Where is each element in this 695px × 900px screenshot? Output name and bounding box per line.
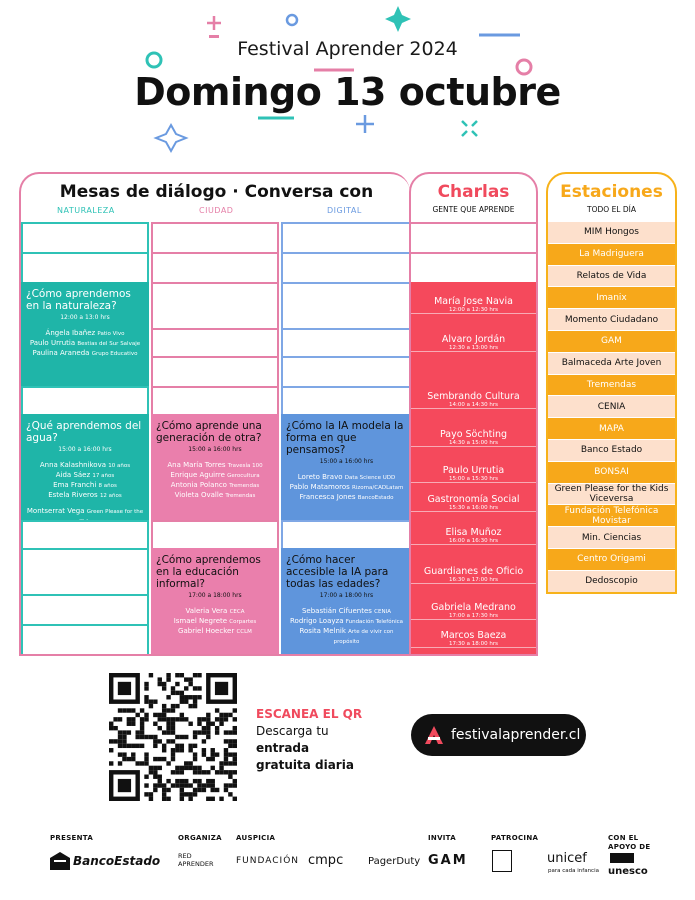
topic-person: Violeta Ovalle Tremendas — [174, 491, 256, 499]
charla-item: Gastronomía Social 15:30 a 16:00 hrs — [411, 494, 536, 512]
estacion-item: Momento Ciudadano — [548, 309, 675, 331]
unicef-tagline: para cada infancia — [548, 868, 599, 874]
charla-item: Elisa Muñoz 16:00 a 16:30 hrs — [411, 527, 536, 545]
topic-person: Paulina Araneda Grupo Educativo — [32, 349, 138, 357]
website-link[interactable] — [411, 714, 586, 756]
estaciones-title: Estaciones — [560, 182, 663, 202]
topic-time: 15:00 a 16:00 hrs — [58, 446, 112, 453]
estacion-item: Green Please for the Kids Viceversa — [548, 484, 675, 506]
topic-question: ¿Qué aprendemos del agua? — [26, 420, 142, 444]
topic-person: Montserrat Vega Green Please for the — [26, 507, 144, 515]
topic-time: 15:00 a 16:00 hrs — [188, 446, 242, 453]
red-aprender-logo: RED APRENDER — [178, 852, 214, 868]
topic-person: Antonia Polanco Tremendas — [170, 481, 260, 489]
sponsor-label: ORGANIZA — [178, 834, 222, 842]
unesco-logo: unesco — [608, 866, 648, 877]
empty-cell — [21, 222, 149, 254]
topic-person: Ana María Torres Travesía 100 — [167, 461, 263, 469]
page-title: Domingo 13 octubre — [134, 70, 561, 114]
topic-person: Valeria Vera CECA — [185, 607, 245, 615]
empty-cell — [21, 548, 149, 596]
empty-cell — [21, 594, 149, 626]
mesas-panel — [19, 172, 410, 656]
topic-naturaleza-1 — [21, 282, 149, 388]
charlas-title: Charlas — [437, 182, 510, 202]
empty-cell — [281, 252, 410, 284]
column-ciudad-cells — [151, 222, 279, 656]
estaciones-subtitle: TODO EL DÍA — [587, 205, 636, 214]
charla-item: Guardianes de Oficio 16:30 a 17:00 hrs — [411, 566, 536, 584]
pagerduty-logo: PagerDuty — [368, 856, 421, 867]
empty-cell — [151, 520, 279, 550]
empty-cell — [281, 386, 410, 416]
empty-cell — [21, 386, 149, 416]
estacion-item: Imanix — [548, 287, 675, 309]
topic-digital-1 — [281, 414, 410, 522]
charla-item: Sembrando Cultura 14:00 a 14:30 hrs — [411, 391, 536, 409]
empty-cell — [281, 222, 410, 254]
topic-question: ¿Cómo la IA modela la forma en que pensamos? — [286, 420, 404, 456]
charla-item: Paulo Urrutia 15:00 a 15:30 hrs — [411, 465, 536, 483]
bancoestado-icon — [50, 852, 70, 870]
mesas-title: Mesas de diálogo · Conversa con — [59, 182, 374, 202]
column-digital-cells — [281, 222, 410, 656]
unicef-logo: unicef — [547, 851, 587, 866]
empty-cell — [21, 252, 149, 284]
charla-item: María Jose Navia 12:00 a 12:30 hrs — [411, 296, 536, 314]
topic-person: Pablo Matamoros Rizoma/CADLatam — [289, 483, 404, 491]
topic-question: ¿Cómo aprende una generación de otra? — [156, 420, 262, 444]
topic-naturaleza-2 — [21, 414, 149, 522]
column-digital: DIGITAL — [327, 206, 362, 215]
topic-person: Ismael Negrete Corpartes — [173, 617, 257, 625]
estacion-item: GAM — [548, 331, 675, 353]
qr-code[interactable] — [109, 673, 237, 801]
topic-person: Estela Riveros 12 años — [48, 491, 122, 499]
cmpc-logo: cmpc — [308, 853, 344, 868]
estacion-item: Centro Origami — [548, 549, 675, 571]
topic-ciudad-2 — [151, 548, 279, 656]
topic-time: 12:00 a 13:0 hrs — [60, 314, 110, 321]
charla-item: Marcos Baeza 17:30 a 18:00 hrs — [411, 630, 536, 648]
topic-person: Paulo Urrutia Bestias del Sur Salvaje — [29, 339, 141, 347]
cta-line: gratuita diaria — [256, 758, 354, 772]
estacion-item: CENIA — [548, 396, 675, 418]
sponsor-label: INVITA — [428, 834, 456, 842]
festival-logo-icon — [423, 724, 445, 746]
empty-cell — [21, 520, 149, 550]
empty-cell — [151, 282, 279, 330]
topic-person: Sebastián Cifuentes CENIA — [301, 607, 391, 615]
empty-cell — [151, 386, 279, 416]
empty-cell — [281, 356, 410, 388]
estacion-item: Relatos de Vida — [548, 266, 675, 288]
topic-time: 15:00 a 16:00 hrs — [319, 458, 374, 465]
website-url: festivalaprender.cl — [451, 727, 581, 743]
topic-person: Rodrigo Loayza Fundación Telefónica — [289, 617, 404, 625]
empty-cell — [281, 520, 410, 550]
estacion-item: Dedoscopio — [548, 571, 675, 593]
estacion-item: Balmaceda Arte Joven — [548, 353, 675, 375]
empty-slot — [411, 252, 536, 282]
charla-item: Alvaro Jordán 12:30 a 13:00 hrs — [411, 334, 536, 352]
cta-line: Descarga tu — [256, 724, 329, 738]
estaciones-panel — [546, 172, 677, 594]
empty-cell — [151, 252, 279, 284]
unesco-icon — [610, 853, 634, 863]
charlas-subtitle: GENTE QUE APRENDE — [432, 205, 515, 214]
empty-cell — [151, 356, 279, 388]
topic-person: Francesca Jones BancoEstado — [299, 493, 394, 501]
cta-line: entrada — [256, 741, 310, 755]
estacion-item: MAPA — [548, 418, 675, 440]
fundacion-logo: FUNDACIÓN — [236, 856, 300, 866]
column-naturaleza: NATURALEZA — [57, 206, 115, 215]
scan-label: ESCANEA EL QR — [256, 707, 363, 721]
empty-slot — [411, 222, 536, 252]
topic-person: Ángela Ibañez Patio Vivo — [45, 329, 125, 337]
sponsor-label: CON EL APOYO DE — [608, 834, 651, 851]
empty-cell — [151, 222, 279, 254]
topic-time: 17:00 a 18:00 hrs — [188, 592, 242, 599]
empty-cell — [281, 328, 410, 358]
gobierno-crest-icon — [492, 850, 512, 872]
estacion-item: La Madriguera — [548, 244, 675, 266]
topic-person: Enrique Aguirre Gerocultura — [170, 471, 260, 479]
topic-person: Loreto Bravo Data Science UDD — [297, 473, 396, 481]
bancoestado-logo: BancoEstado — [50, 852, 160, 870]
topic-question: ¿Cómo hacer accesible la IA para todas las edades? — [286, 554, 389, 590]
topic-ciudad-1 — [151, 414, 279, 522]
topic-person: Rosita Melnik Arte de vivir con propósito — [299, 627, 394, 645]
estacion-item: Banco Estado — [548, 440, 675, 462]
sponsor-label: PRESENTA — [50, 834, 94, 842]
sponsor-label: AUSPICIA — [236, 834, 276, 842]
sponsor-label: PATROCINA — [491, 834, 539, 842]
topic-question: ¿Cómo aprendemos en la naturaleza? — [26, 288, 131, 312]
charlas-panel — [409, 172, 538, 656]
gam-logo: GAM — [428, 853, 468, 868]
estacion-item: Tremendas — [548, 375, 675, 397]
column-ciudad: CIUDAD — [199, 206, 234, 215]
charla-item: Gabriela Medrano 17:00 a 17:30 hrs — [411, 602, 536, 620]
empty-cell — [151, 328, 279, 358]
festival-title: Festival Aprender 2024 — [237, 38, 458, 60]
topic-person: Anna Kalashnikova 10 años — [39, 461, 131, 469]
empty-cell — [21, 624, 149, 656]
estacion-item: Fundación Telefónica Movistar — [548, 505, 675, 527]
estacion-item: MIM Hongos — [548, 222, 675, 244]
topic-person: Ema Franchi 8 años — [53, 481, 117, 489]
topic-question: ¿Cómo aprendemos en la educación informal? — [156, 554, 261, 590]
estacion-item: Min. Ciencias — [548, 527, 675, 549]
estacion-item: BONSAI — [548, 462, 675, 484]
topic-person: Aida Sáez 17 años — [55, 471, 115, 479]
charla-item: Payo Söchting 14:30 a 15:00 hrs — [411, 429, 536, 447]
topic-time: 17:00 a 18:00 hrs — [319, 592, 374, 599]
empty-cell — [281, 282, 410, 330]
topic-person: Gabriel Hoecker CCLM — [178, 627, 252, 635]
topic-digital-2 — [281, 548, 410, 656]
column-naturaleza-cells — [21, 222, 149, 656]
